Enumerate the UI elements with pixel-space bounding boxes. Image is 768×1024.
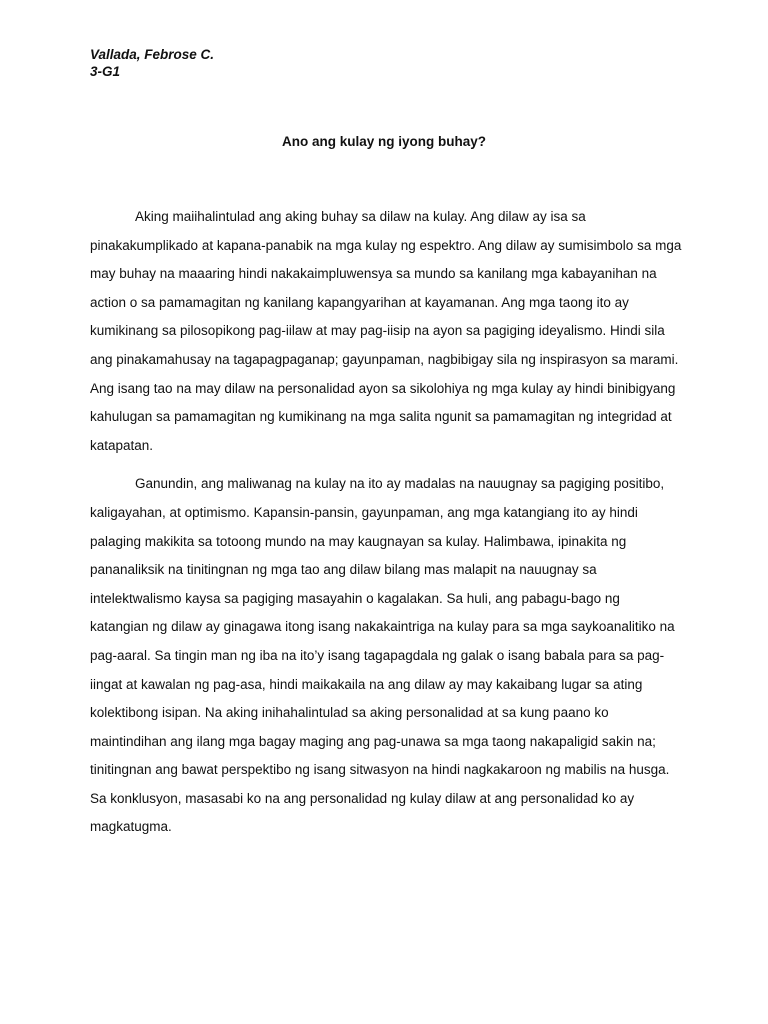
paragraph-2: Ganundin, ang maliwanag na kulay na ito ay madalas na nauugnay sa pagiging positibo, kaligayahan, at optimismo. Kapansin-pansin, gayunpaman, ang mga katangiang ito ay hindi palaging makikita sa totoong mundo na may kaugnayan sa kulay. Halimbawa, ipinakita ng pananaliksik na tinitingnan ng mga tao ang dilaw bilang mas malapit na nauugnay sa intelektwalismo kaysa sa pagiging masayahin o kagalakan. Sa huli, ang pabagu-bago ng katangian ng dilaw ay ginagawa itong isang nakakaintriga na kulay para sa mga saykoanalitiko na pag-aaral. Sa tingin man ng iba na ito’y isang tagapagdala ng galak o isang babala para sa pag-iingat at kawalan ng pag-asa, hindi maikakaila na ang dilaw ay may kakaibang lugar sa ating kolektibong isipan. Na aking inihahalintulad sa aking personalidad at sa kung paano ko maintindihan ang ilang mga bagay maging ang pag-unawa sa mga taong nakapaligid sakin na; tinitingnan ang bawat perspektibo ng isang sitwasyon na hindi nagkakaroon ng mabilis na husga. Sa konklusyon, masasabi ko na ang personalidad ng kulay dilaw at ang personalidad ko ay magkatugma. bbox=[90, 476, 675, 835]
author-name: Vallada, Febrose C. bbox=[90, 47, 215, 62]
author-header bbox=[90, 46, 214, 80]
document-title: Ano ang kulay ng iyong buhay? bbox=[281, 134, 486, 149]
document-body bbox=[90, 203, 682, 842]
paragraph-1: Aking maiihalintulad ang aking buhay sa dilaw na kulay. Ang dilaw ay isa sa pinakakumplikado at kapana-panabik na mga kulay ng espektro. Ang dilaw ay sumisimbolo sa mga may buhay na maaaring hindi nakakaimpluwensya sa mundo sa kanilang mga kabayanihan na action o sa pamamagitan ng kanilang kapangyarihan at kayamanan. Ang mga taong ito ay kumikinang sa pilosopikong pag-iilaw at may pag-iisip na ayon sa pagiging ideyalismo. Hindi sila ang pinakamahusay na tagapagpaganap; gayunpaman, nagbibigay sila ng inspirasyon sa marami. Ang isang tao na may dilaw na personalidad ayon sa sikolohiya ng mga kulay ay hindi binibigyang kahulugan sa pamamagitan ng kumikinang na mga salita ngunit sa pamamagitan ng integridad at katapatan. bbox=[90, 209, 682, 453]
author-section: 3-G1 bbox=[90, 64, 121, 79]
